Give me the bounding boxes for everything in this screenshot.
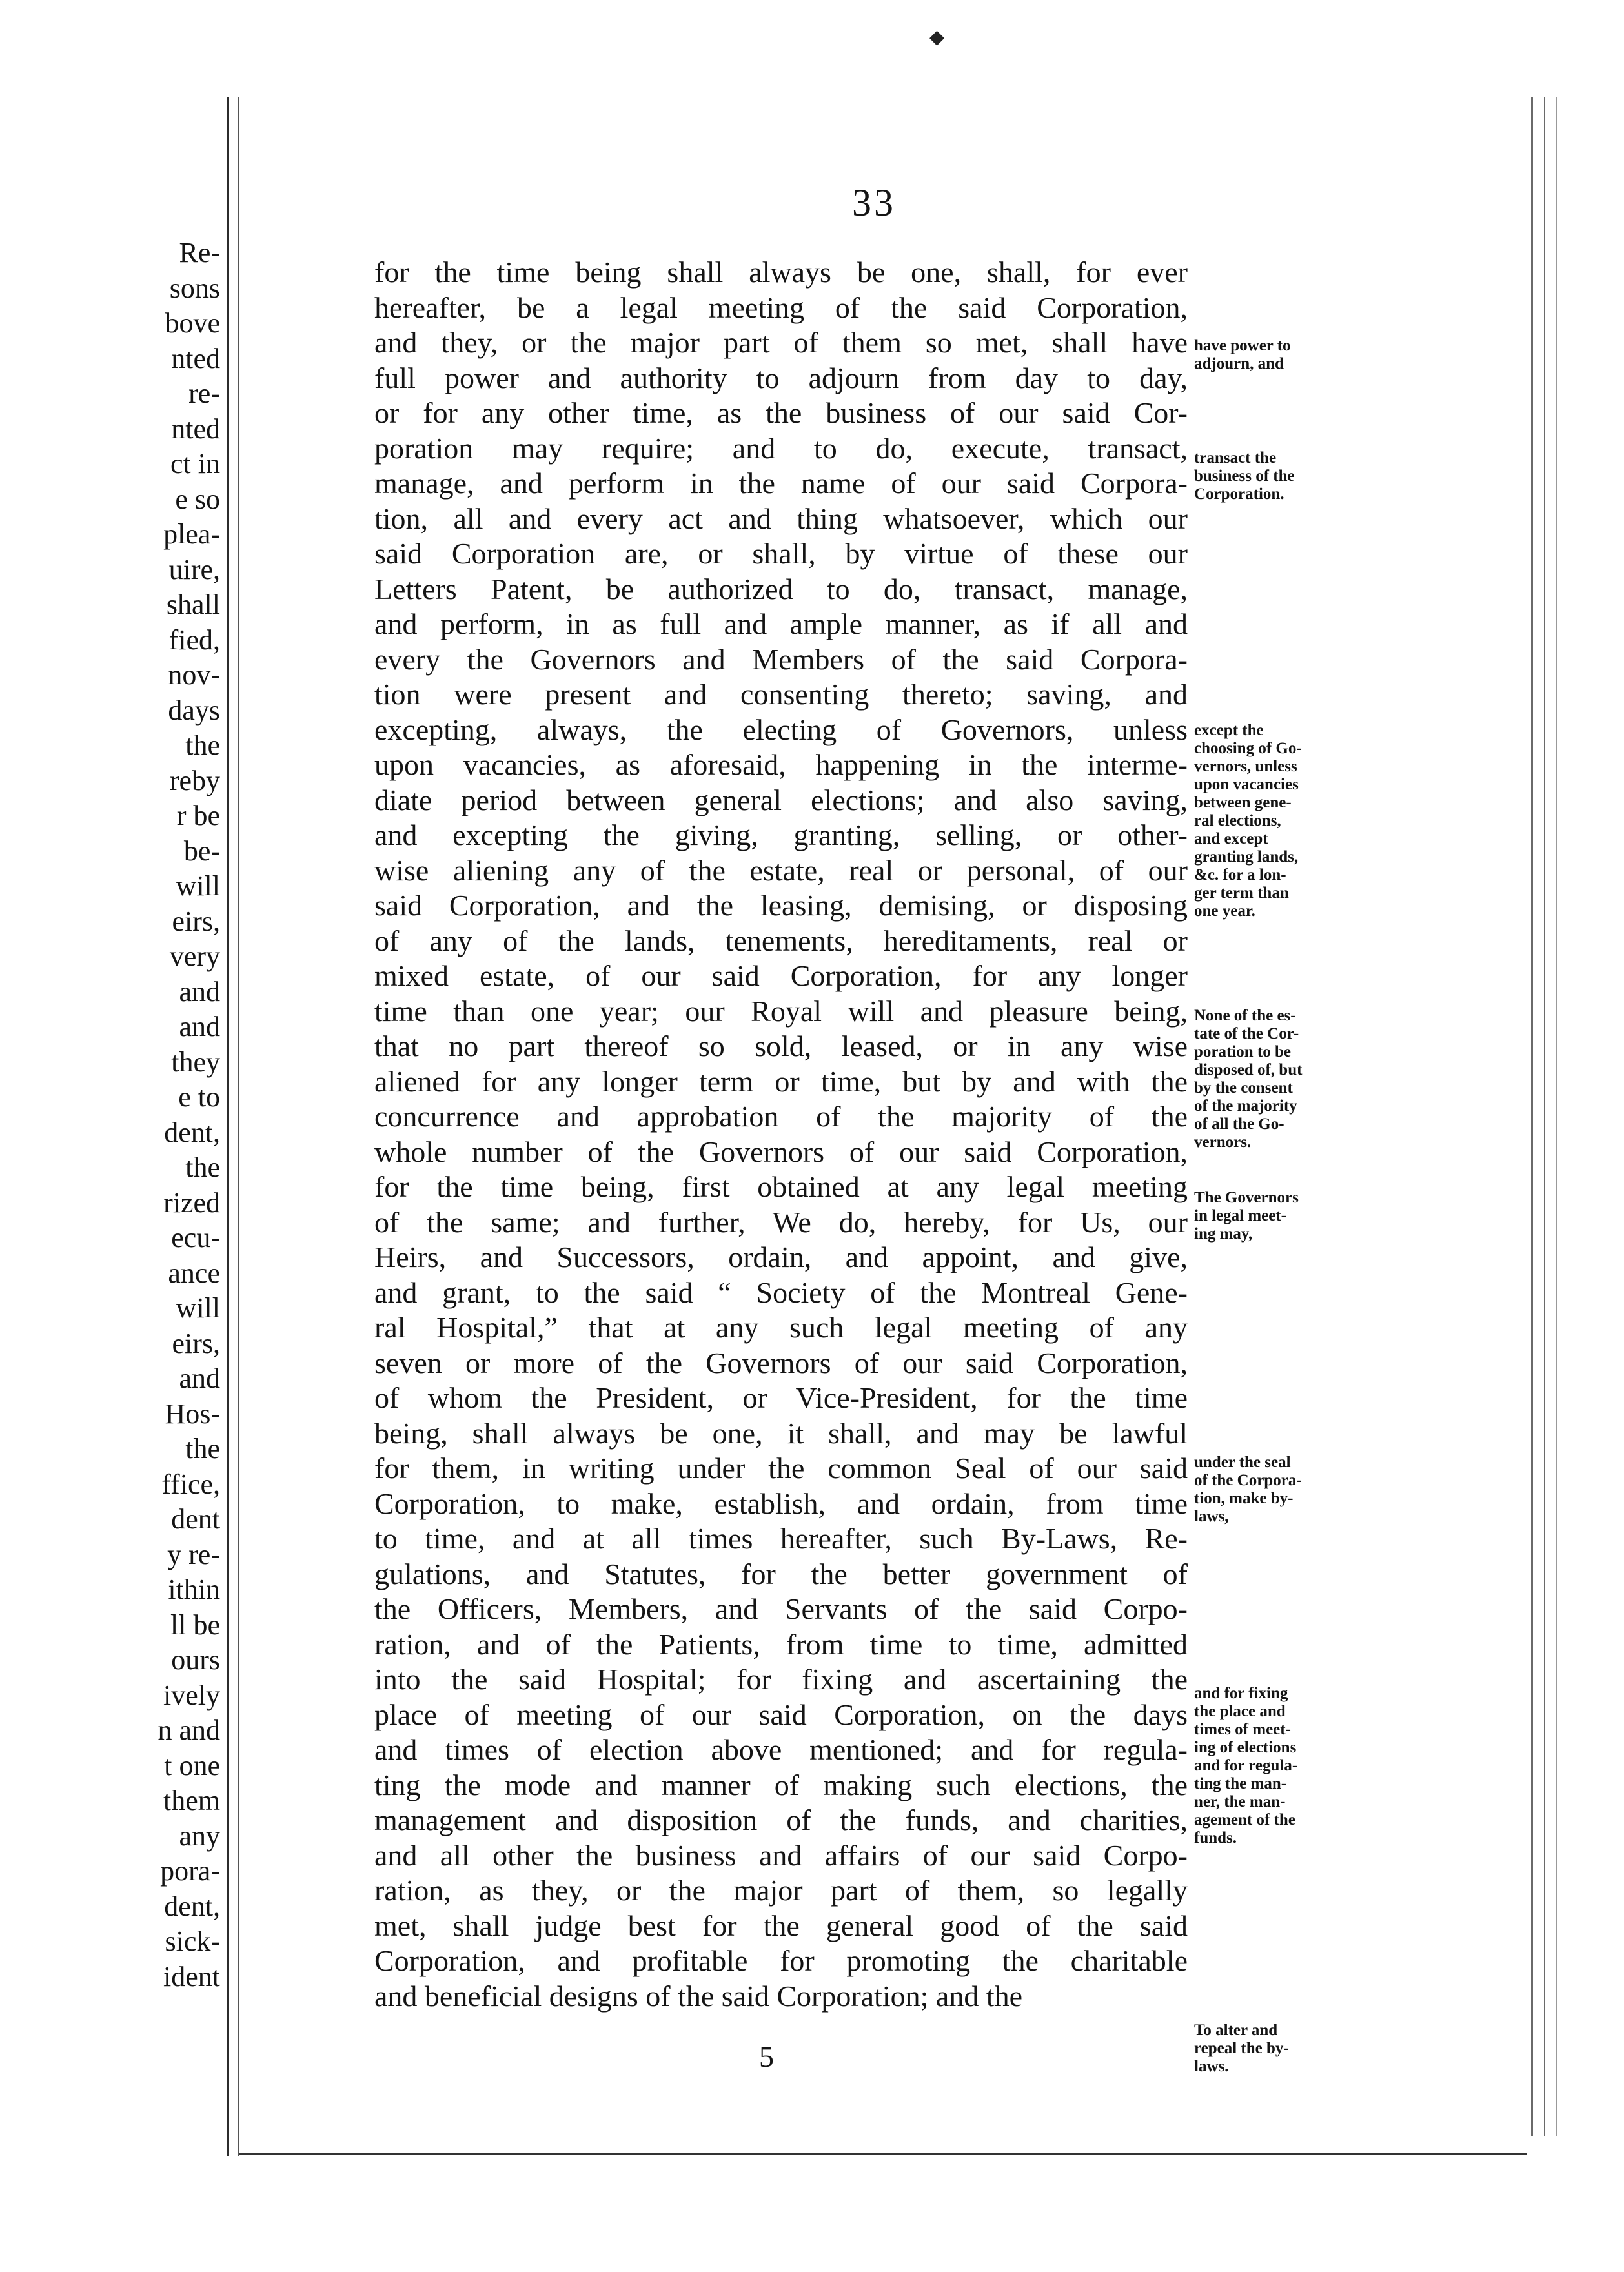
margin-note-line: by the consent — [1194, 1079, 1293, 1097]
text-line: of any of the lands, tenements, hereditaments, real or — [374, 924, 1188, 957]
facing-line: they — [171, 1046, 220, 1078]
text-line: tion were present and consenting thereto; saving, and — [374, 678, 1188, 711]
body-text — [374, 255, 1188, 2014]
facing-line: the — [185, 1151, 220, 1183]
text-line: place of meeting of our said Corporation, on the days — [374, 1698, 1188, 1731]
text-line: every the Governors and Members of the said Corpora- — [374, 642, 1188, 676]
facing-line: and — [179, 1363, 220, 1394]
facing-line: ffice, — [161, 1468, 220, 1500]
facing-line: n and — [157, 1714, 220, 1746]
text-line: into the said Hospital; for fixing and ascertaining the — [374, 1663, 1188, 1696]
margin-note-alter-bylaws — [1194, 2022, 1368, 2076]
margin-note-line: ral elections, — [1194, 812, 1281, 829]
text-line: for them, in writing under the common Seal of our said — [374, 1452, 1188, 1485]
text-line: manage, and perform in the name of our said Corpora- — [374, 467, 1188, 500]
facing-line: the — [185, 729, 220, 761]
margin-note-line: ner, the man- — [1194, 1793, 1286, 1811]
text-line: excepting, always, the electing of Governors, unless — [374, 713, 1188, 746]
facing-line: the — [185, 1433, 220, 1465]
margin-note-adjourn — [1194, 337, 1368, 373]
facing-line: y re- — [167, 1538, 220, 1570]
text-line: and all other the business and affairs of our said Corpo- — [374, 1838, 1188, 1872]
facing-line: and — [179, 975, 220, 1008]
margin-note-line: laws. — [1194, 2058, 1229, 2075]
facing-line: e so — [175, 483, 220, 515]
text-line: concurrence and approbation of the majority of the — [374, 1100, 1188, 1133]
text-line: gulations, and Statutes, for the better government of — [374, 1557, 1188, 1590]
margin-note-line: under the seal — [1194, 1454, 1291, 1471]
text-line: and times of election above mentioned; and for regula- — [374, 1733, 1188, 1766]
margin-note-line: disposed of, but — [1194, 1061, 1303, 1079]
text-line: mixed estate, of our said Corporation, for any longer — [374, 959, 1188, 992]
facing-line: plea- — [163, 518, 220, 550]
margin-note-fixing-place — [1194, 1685, 1368, 1847]
facing-line: ithin — [168, 1574, 220, 1605]
facing-line: ance — [168, 1257, 220, 1289]
facing-line: Re- — [179, 237, 220, 269]
margin-note-line: times of meet- — [1194, 1721, 1291, 1738]
margin-note-line: of the Corpora- — [1194, 1472, 1302, 1489]
facing-line: eirs, — [172, 905, 220, 937]
facing-line: pora- — [160, 1855, 220, 1887]
text-line: tion, all and every act and thing whatsoever, which our — [374, 502, 1188, 535]
facing-page-fragment — [0, 97, 227, 2149]
facing-line: sick- — [165, 1925, 220, 1957]
facing-line: sons — [169, 272, 220, 304]
text-line: time than one year; our Royal will and pleasure being, — [374, 994, 1188, 1028]
facing-line: re- — [188, 378, 220, 409]
text-line: Heirs, and Successors, ordain, and appoint, and give, — [374, 1241, 1188, 1273]
margin-note-line: transact the — [1194, 449, 1277, 467]
margin-note-line: granting lands, — [1194, 848, 1299, 866]
text-line: for the time being shall always be one, shall, for ever — [374, 256, 1188, 289]
margin-note-line: None of the es- — [1194, 1007, 1296, 1024]
margin-note-estate — [1194, 1007, 1368, 1151]
text-line: and grant, to the said “ Society of the Montreal Gene- — [374, 1275, 1188, 1309]
text-line: ting the mode and manner of making such elections, the — [374, 1768, 1188, 1801]
text-line: ration, as they, or the major part of them, so legally — [374, 1874, 1188, 1907]
page-number: 33 — [852, 181, 896, 224]
text-line: aliened for any longer term or time, but by and with the — [374, 1064, 1188, 1098]
facing-line: ll be — [170, 1608, 220, 1641]
text-line: Corporation, and profitable for promoting the charitable — [374, 1944, 1188, 1977]
facing-line: them — [163, 1785, 220, 1816]
margin-note-line: &c. for a lon- — [1194, 866, 1286, 884]
margin-note-line: except the — [1194, 722, 1264, 739]
text-line: met, shall judge best for the general good of the said — [374, 1909, 1188, 1942]
margin-note-line: funds. — [1194, 1829, 1237, 1847]
text-line: and perform, in as full and ample manner, as if all and — [374, 607, 1188, 640]
margin-note-line: the place and — [1194, 1703, 1286, 1720]
text-line: Letters Patent, be authorized to do, transact, manage, — [374, 572, 1188, 605]
text-line: said Corporation are, or shall, by virtue of these our — [374, 537, 1188, 570]
margin-note-line: one year. — [1194, 902, 1255, 920]
margin-note-line: have power to — [1194, 337, 1291, 354]
ink-speck: ◆ — [929, 26, 945, 48]
text-line: of the same; and further, We do, hereby, for Us, our — [374, 1205, 1188, 1239]
facing-line: nov- — [168, 659, 220, 691]
facing-line: will — [176, 1292, 220, 1324]
text-line: diate period between general elections; and also saving, — [374, 783, 1188, 817]
margin-note-line: ing of elections — [1194, 1739, 1297, 1756]
margin-note-line: between gene- — [1194, 794, 1292, 811]
margin-note-line: of all the Go- — [1194, 1115, 1284, 1133]
facing-line: Hos- — [165, 1397, 220, 1430]
margin-note-line: and except — [1194, 830, 1268, 847]
margin-note-line: ting the man- — [1194, 1775, 1287, 1792]
margin-note-line: tion, make by- — [1194, 1490, 1294, 1507]
facing-line: r be — [176, 800, 220, 831]
facing-line: will — [176, 870, 220, 902]
text-line: and beneficial designs of the said Corporation; and the — [374, 1979, 1023, 2013]
page-edge — [1556, 97, 1557, 2136]
margin-note-line: adjourn, and — [1194, 355, 1284, 372]
facing-line: days — [168, 694, 220, 726]
facing-line: uire, — [168, 553, 220, 585]
text-line: ral Hospital,” that at any such legal meeting of any — [374, 1311, 1188, 1344]
text-line: said Corporation, and the leasing, demising, or disposing — [374, 889, 1188, 922]
text-line: of whom the President, or Vice-President, for the time — [374, 1381, 1188, 1414]
text-line: being, shall always be one, it shall, and may be lawful — [374, 1416, 1188, 1450]
facing-line: dent, — [164, 1116, 220, 1148]
page-edge — [1544, 97, 1545, 2136]
facing-line: dent — [171, 1503, 220, 1535]
margin-note-line: of the majority — [1194, 1097, 1297, 1115]
text-line: ration, and of the Patients, from time to time, admitted — [374, 1627, 1188, 1661]
margin-note-line: ger term than — [1194, 884, 1289, 902]
facing-line: reby — [169, 764, 220, 796]
margin-note-line: vernors. — [1194, 1133, 1252, 1151]
facing-line: t one — [164, 1749, 220, 1781]
margin-note-line: Corporation. — [1194, 485, 1284, 503]
text-line: to time, and at all times hereafter, such By-Laws, Re- — [374, 1522, 1188, 1555]
margin-note-legal-meeting — [1194, 1189, 1368, 1243]
facing-line: nted — [171, 412, 220, 445]
signature-mark: 5 — [759, 2040, 774, 2073]
text-line: management and disposition of the funds, and charities, — [374, 1803, 1188, 1836]
text-line: seven or more of the Governors of our said Corporation, — [374, 1346, 1188, 1379]
text-line: upon vacancies, as aforesaid, happening in the interme- — [374, 748, 1188, 781]
margin-note-transact — [1194, 449, 1368, 503]
facing-line: eirs, — [172, 1327, 220, 1359]
facing-line: ct in — [170, 448, 220, 480]
page-edge — [1531, 97, 1533, 2136]
margin-note-line: poration to be — [1194, 1043, 1291, 1060]
text-line: Corporation, to make, establish, and ordain, from time — [374, 1486, 1188, 1520]
margin-note-line: and for fixing — [1194, 1685, 1288, 1702]
text-line: full power and authority to adjourn from day to day, — [374, 361, 1188, 394]
text-line: that no part thereof so sold, leased, or in any wise — [374, 1030, 1188, 1062]
text-line: wise aliening any of the estate, real or personal, of our — [374, 853, 1188, 887]
facing-line: be- — [183, 835, 220, 867]
text-line: or for any other time, as the business of our said Cor- — [374, 396, 1188, 429]
text-line: and excepting the giving, granting, selling, or other- — [374, 818, 1188, 851]
margin-note-line: upon vacancies — [1194, 776, 1299, 793]
facing-line: shall — [166, 589, 220, 620]
facing-line: dent, — [164, 1890, 220, 1922]
margin-note-line: agement of the — [1194, 1811, 1295, 1829]
margin-note-line: ing may, — [1194, 1225, 1253, 1242]
facing-page-text — [0, 236, 223, 1994]
facing-line: ecu- — [171, 1222, 220, 1253]
text-line: and they, or the major part of them so met, shall have — [374, 326, 1188, 359]
facing-line: any — [179, 1820, 220, 1852]
margin-note-exceptions — [1194, 722, 1368, 920]
facing-line: bove — [165, 307, 220, 339]
facing-line: very — [169, 940, 220, 972]
margin-note-line: choosing of Go- — [1194, 740, 1302, 757]
margin-note-line: tate of the Cor- — [1194, 1025, 1299, 1042]
facing-line: ively — [163, 1679, 220, 1711]
text-line: poration may require; and to do, execute, transact, — [374, 431, 1188, 465]
margin-note-line: laws, — [1194, 1508, 1229, 1525]
text-line: for the time being, first obtained at any legal meeting — [374, 1170, 1188, 1203]
margin-note-line: To alter and — [1194, 2022, 1278, 2039]
facing-line: e to — [178, 1081, 220, 1113]
margin-note-line: and for regula- — [1194, 1757, 1298, 1774]
facing-line: ident — [163, 1960, 220, 1993]
margin-note-line: business of the — [1194, 467, 1295, 485]
margin-note-line: repeal the by- — [1194, 2040, 1289, 2057]
margin-note-line: in legal meet- — [1194, 1207, 1287, 1224]
margin-note-bylaws — [1194, 1454, 1368, 1526]
text-line: the Officers, Members, and Servants of the said Corpo- — [374, 1592, 1188, 1625]
facing-line: fied, — [168, 624, 220, 656]
facing-line: and — [179, 1011, 220, 1042]
margin-note-line: The Governors — [1194, 1189, 1299, 1206]
margin-note-line: vernors, unless — [1194, 758, 1297, 775]
facing-line: nted — [171, 342, 220, 374]
text-line: hereafter, be a legal meeting of the said Corporation, — [374, 290, 1188, 324]
page-fold-line — [227, 97, 229, 2156]
text-line: whole number of the Governors of our said Corporation, — [374, 1135, 1188, 1168]
facing-line: rized — [163, 1186, 220, 1219]
facing-line: ours — [171, 1644, 220, 1676]
